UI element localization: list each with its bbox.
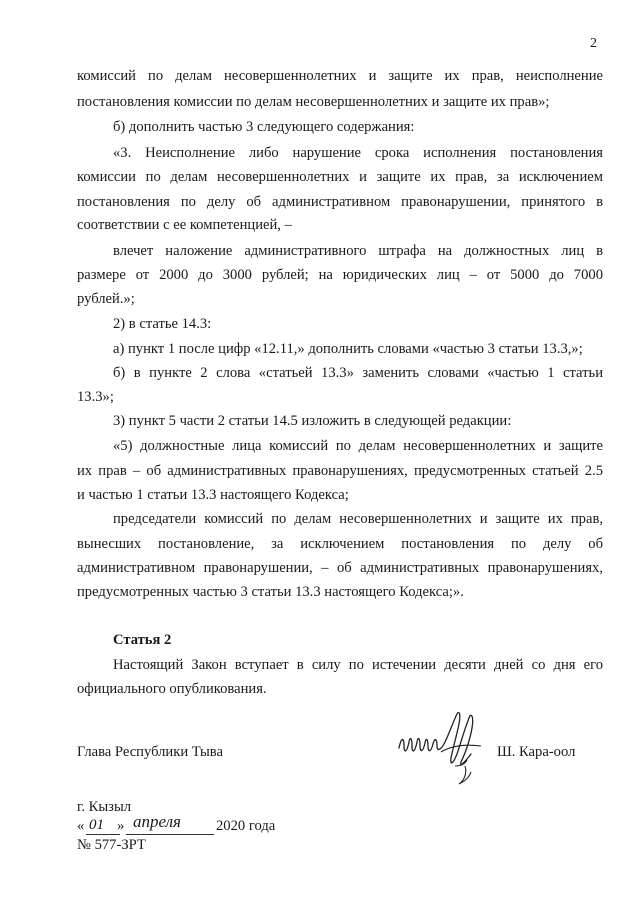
text-line: размере от 2000 до 3000 рублей; на юридических лиц – от 5000 до 7000	[77, 267, 603, 283]
date-year: 2020 года	[216, 818, 276, 834]
text-line: «3. Неисполнение либо нарушение срока исполнения постановления	[113, 145, 603, 161]
text-line: административном правонарушении, – об административных правонарушениях,	[77, 560, 603, 576]
text-line: постановления комиссии по делам несовершеннолетних и защите их прав»;	[77, 94, 550, 110]
text-line: б) в пункте 2 слова «статьей 13.3» заменить словами «частью 1 статьи	[113, 365, 603, 381]
date-open-quote: «	[77, 818, 85, 834]
signatory-position: Глава Республики Тыва	[77, 744, 223, 760]
text-line: официального опубликования.	[77, 681, 267, 697]
place-of-signing: г. Кызыл	[77, 799, 132, 815]
text-line: постановления по делу об административном правонарушении, принятого в	[77, 194, 603, 210]
law-number: № 577-ЗРТ	[77, 837, 146, 853]
text-line: председатели комиссий по делам несовершеннолетних и защите их прав,	[113, 511, 603, 527]
signatory-name: Ш. Кара-оол	[497, 744, 576, 760]
text-line: 13.3»;	[77, 389, 114, 405]
text-line: рублей.»;	[77, 291, 135, 307]
text-line: «5) должностные лица комиссий по делам несовершеннолетних и защите	[113, 438, 603, 454]
date-day: 01	[89, 817, 104, 833]
text-line: предусмотренных частью 3 статьи 13.3 настоящего Кодекса;».	[77, 584, 464, 600]
handwritten-signature	[395, 700, 495, 786]
date-month: апреля	[133, 812, 181, 831]
text-line: влечет наложение административного штрафа на должностных лиц в	[113, 243, 603, 259]
page-number: 2	[590, 36, 597, 51]
text-line: комиссий по делам несовершеннолетних и защите их прав, неисполнение	[77, 68, 603, 84]
text-line: 3) пункт 5 части 2 статьи 14.5 изложить в следующей редакции:	[113, 413, 512, 429]
text-line: соответствии с ее компетенцией, –	[77, 217, 292, 233]
text-line: и частью 1 статьи 13.3 настоящего Кодекса;	[77, 487, 349, 503]
text-line: б) дополнить частью 3 следующего содержания:	[113, 119, 415, 135]
date-close-quote: »	[117, 818, 125, 834]
text-line: вынесших постановление, за исключением постановления по делу об	[77, 536, 603, 552]
date-month-underline	[126, 834, 214, 835]
text-line: их прав – об административных правонарушениях, предусмотренных статьей 2.5	[77, 463, 603, 479]
article-heading: Статья 2	[113, 632, 172, 648]
text-line: Настоящий Закон вступает в силу по истечении десяти дней со дня его	[113, 657, 603, 673]
date-day-underline	[86, 834, 120, 835]
text-line: 2) в статье 14.3:	[113, 316, 212, 332]
text-line: комиссии по делам несовершеннолетних и защите их прав, за исключением	[77, 169, 603, 185]
text-line: а) пункт 1 после цифр «12.11,» дополнить словами «частью 3 статьи 13.3,»;	[113, 341, 583, 357]
